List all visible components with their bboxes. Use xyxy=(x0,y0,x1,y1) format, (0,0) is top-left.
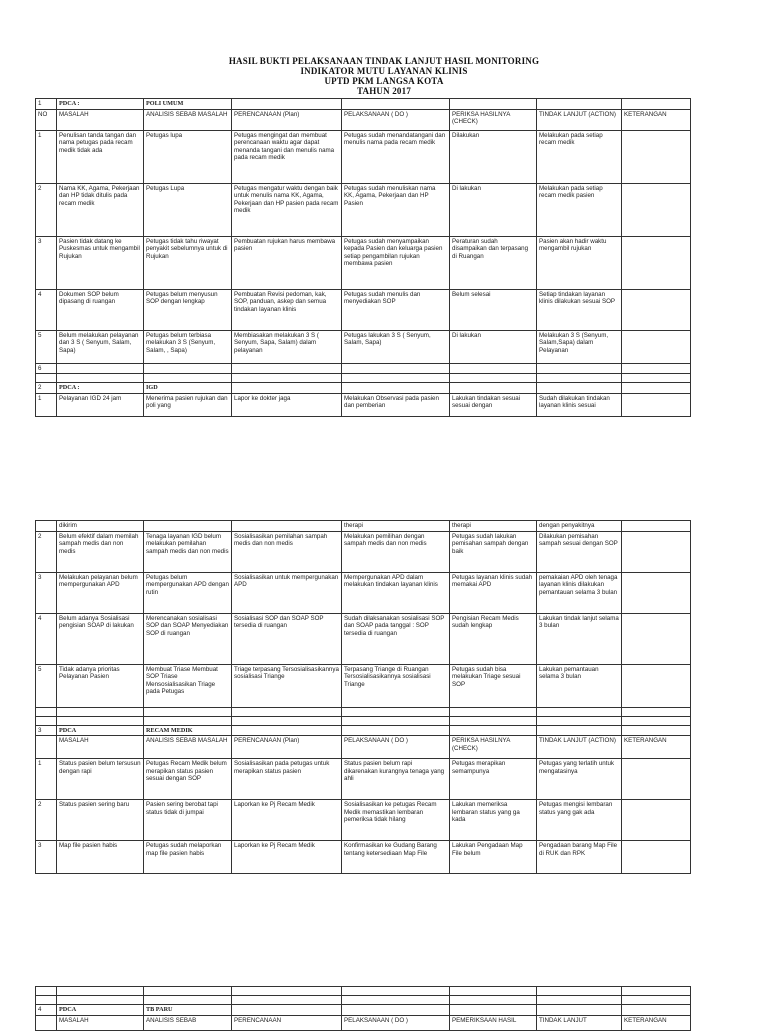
cell-tindak-lanjut xyxy=(537,1005,622,1016)
cell-masalah: PDCA xyxy=(57,1005,144,1016)
cell-tindak-lanjut: Sudah dilakukan tindakan layanan klinis sesuai xyxy=(537,393,622,416)
cell-periksa: Lakukan tindakan sesuai sesuai dengan xyxy=(450,393,537,416)
cell-masalah: Status pasien sering baru xyxy=(57,800,144,841)
cell-no: 1 xyxy=(36,99,57,110)
cell-no xyxy=(36,374,57,383)
cell-periksa xyxy=(450,716,537,725)
cell-keterangan xyxy=(622,1005,691,1016)
cell-periksa: PERIKSA HASILNYA (CHECK) xyxy=(450,736,537,759)
cell-masalah: MASALAH xyxy=(57,736,144,759)
section-row xyxy=(36,1005,691,1016)
table-row xyxy=(36,800,691,841)
table-row xyxy=(36,374,691,383)
cell-pelaksanaan xyxy=(342,1005,450,1016)
cell-masalah: Belum melakukan pelayanan dan 3 S ( Senyum, Salam, Sapa) xyxy=(57,330,144,363)
cell-keterangan xyxy=(622,759,691,800)
cell-perencanaan: Petugas mengingat dan membuat perencanaan waktu agar dapat menanda tangani dan menulis nama pada recam medik xyxy=(232,130,342,183)
cell-periksa: Petugas sudah lakukan pemisahan sampah dengan baik xyxy=(450,531,537,572)
cell-masalah: Nama KK, Agama, Pekerjaan dan HP tidak ditulis pada recam medik xyxy=(57,183,144,236)
cell-pelaksanaan xyxy=(342,996,450,1005)
cell-analisis: ANALISIS SEBAB MASALAH xyxy=(144,736,232,759)
cell-no xyxy=(36,1015,57,1030)
cell-periksa: Lakukan Pengadaan Map File belum xyxy=(450,841,537,874)
cell-perencanaan xyxy=(232,99,342,110)
cell-analisis: Petugas Recam Medik belum merapikan status pasien sesuai dengan SOP xyxy=(144,759,232,800)
cell-masalah: PDCA : xyxy=(57,99,144,110)
cell-masalah xyxy=(57,363,144,374)
cell-tindak-lanjut xyxy=(537,363,622,374)
cell-analisis xyxy=(144,716,232,725)
cell-periksa: Belum selesai xyxy=(450,289,537,330)
cell-periksa xyxy=(450,1005,537,1016)
cell-tindak-lanjut xyxy=(537,99,622,110)
cell-masalah: Pasien tidak datang ke Puskesmas untuk mengambil Rujukan xyxy=(57,236,144,289)
cell-masalah: Penulisan tanda tangan dan nama petugas pada recam medik tidak ada xyxy=(57,130,144,183)
table-row xyxy=(36,330,691,363)
cell-periksa xyxy=(450,707,537,716)
cell-keterangan: KETERANGAN xyxy=(622,1015,691,1030)
cell-no: 3 xyxy=(36,236,57,289)
cell-no xyxy=(36,521,57,532)
cell-no: 1 xyxy=(36,759,57,800)
cell-tindak-lanjut xyxy=(537,383,622,394)
cell-masalah: Status pasien belum tersusun dengan rapi xyxy=(57,759,144,800)
table-row xyxy=(36,841,691,874)
cell-perencanaan xyxy=(232,987,342,996)
cell-pelaksanaan: therapi xyxy=(342,521,450,532)
cell-tindak-lanjut: Dilakukan pemisahan sampah sesuai dengan SOP xyxy=(537,531,622,572)
cell-no: 3 xyxy=(36,725,57,736)
table-row xyxy=(36,613,691,664)
cell-analisis xyxy=(144,374,232,383)
cell-keterangan xyxy=(622,383,691,394)
section-row xyxy=(36,383,691,394)
cell-periksa xyxy=(450,987,537,996)
cell-masalah: dikirim xyxy=(57,521,144,532)
cell-perencanaan: Petugas mengatur waktu dengan baik untuk menulis nama KK, Agama, Pekerjaan dan HP pasien pada recam medik xyxy=(232,183,342,236)
cell-periksa: Pengisian Recam Medis sudah lengkap xyxy=(450,613,537,664)
cell-perencanaan: Triage terpasang Tersosialisasikannya sosialisasi Triange xyxy=(232,664,342,707)
cell-masalah: Belum efektif dalam memilah sampah medis dan non medis xyxy=(57,531,144,572)
cell-masalah: Map file pasien habis xyxy=(57,841,144,874)
table-row xyxy=(36,236,691,289)
cell-masalah: Belum adanya Sosialisasi pengisian SOAP di lakukan xyxy=(57,613,144,664)
cell-pelaksanaan: Petugas sudah menuliskan nama KK, Agama, Pekerjaan dan HP Pasien xyxy=(342,183,450,236)
cell-analisis xyxy=(144,987,232,996)
cell-analisis: ANALISIS SEBAB xyxy=(144,1015,232,1030)
cell-perencanaan: Pembuatan Revisi pedoman, kak, SOP, panduan, askep dan semua tindakan layanan klinis xyxy=(232,289,342,330)
title-line-2: INDIKATOR MUTU LAYANAN KLINIS xyxy=(300,66,468,76)
cell-keterangan xyxy=(622,707,691,716)
table-row xyxy=(36,707,691,716)
table-row xyxy=(36,130,691,183)
title-line-4: TAHUN 2017 xyxy=(356,86,412,96)
cell-tindak-lanjut xyxy=(537,996,622,1005)
cell-masalah xyxy=(57,716,144,725)
cell-masalah xyxy=(57,996,144,1005)
cell-periksa xyxy=(450,383,537,394)
table-row xyxy=(36,521,691,532)
header-row xyxy=(36,736,691,759)
section-row xyxy=(36,99,691,110)
cell-no: 5 xyxy=(36,330,57,363)
cell-no xyxy=(36,716,57,725)
cell-masalah: Tidak adanya prioritas Pelayanan Pasien xyxy=(57,664,144,707)
cell-analisis xyxy=(144,363,232,374)
cell-periksa: therapi xyxy=(450,521,537,532)
section-row xyxy=(36,725,691,736)
cell-periksa: PEMERIKSAAN HASIL xyxy=(450,1015,537,1030)
cell-perencanaan xyxy=(232,383,342,394)
cell-keterangan xyxy=(622,613,691,664)
monitoring-table-2 xyxy=(35,520,691,874)
cell-no: 5 xyxy=(36,664,57,707)
cell-pelaksanaan: Petugas lakukan 3 S ( Senyum, Salam, Sapa) xyxy=(342,330,450,363)
cell-tindak-lanjut: Lakukan tindak lanjut selama 3 bulan xyxy=(537,613,622,664)
table-row xyxy=(36,363,691,374)
cell-keterangan xyxy=(622,374,691,383)
cell-tindak-lanjut: TINDAK LANJUT xyxy=(537,1015,622,1030)
cell-pelaksanaan: Konfirmasikan ke Gudang Barang tentang ketersediaan Map File xyxy=(342,841,450,874)
cell-analisis: IGD xyxy=(144,383,232,394)
cell-no: 3 xyxy=(36,572,57,613)
cell-pelaksanaan: PELAKSANAAN ( DO ) xyxy=(342,736,450,759)
cell-analisis: Pasien sering berobat tapi status tidak di jumpai xyxy=(144,800,232,841)
cell-analisis: Petugas belum menyusun SOP dengan lengkap xyxy=(144,289,232,330)
cell-perencanaan xyxy=(232,363,342,374)
cell-perencanaan: Lapor ke dokter jaga xyxy=(232,393,342,416)
cell-periksa: Petugas merapikan semampunya xyxy=(450,759,537,800)
cell-pelaksanaan: Petugas sudah menulis dan menyediakan SOP xyxy=(342,289,450,330)
cell-analisis: Tenaga layanan IGD belum melakukan pemilahan sampah medis dan non medis xyxy=(144,531,232,572)
cell-keterangan: KETERANGAN xyxy=(622,109,691,130)
cell-pelaksanaan xyxy=(342,716,450,725)
cell-no: 4 xyxy=(36,289,57,330)
cell-keterangan xyxy=(622,987,691,996)
monitoring-table-1 xyxy=(35,98,691,417)
cell-masalah xyxy=(57,707,144,716)
cell-tindak-lanjut: Setiap tindakan layanan klinis dilakukan sesuai SOP xyxy=(537,289,622,330)
cell-perencanaan: Membiasakan melakukan 3 S ( Senyum, Sapa, Salam) dalam pelayanan xyxy=(232,330,342,363)
header-row xyxy=(36,109,691,130)
cell-perencanaan xyxy=(232,521,342,532)
cell-keterangan xyxy=(622,800,691,841)
cell-keterangan xyxy=(622,725,691,736)
cell-keterangan xyxy=(622,130,691,183)
cell-no: 1 xyxy=(36,130,57,183)
table-row xyxy=(36,996,691,1005)
cell-periksa: Di lakukan xyxy=(450,183,537,236)
cell-periksa: Petugas layanan klinis sudah memakai APD xyxy=(450,572,537,613)
cell-masalah: PDCA : xyxy=(57,383,144,394)
table-row xyxy=(36,716,691,725)
cell-analisis: Petugas belum mempergunakan APD dengan rutin xyxy=(144,572,232,613)
cell-tindak-lanjut: TINDAK LANJUT (ACTION) xyxy=(537,109,622,130)
cell-perencanaan xyxy=(232,1005,342,1016)
cell-pelaksanaan xyxy=(342,374,450,383)
cell-perencanaan: Sosialisasikan pada petugas untuk merapikan status pasien xyxy=(232,759,342,800)
table-row xyxy=(36,664,691,707)
cell-keterangan xyxy=(622,289,691,330)
cell-analisis: Merencanakan sosialisasi SOP dan SOAP Menyediakan SOP di ruangan xyxy=(144,613,232,664)
table-row xyxy=(36,183,691,236)
cell-keterangan xyxy=(622,330,691,363)
cell-analisis: Petugas tidak tahu riwayat penyakit sebelumnya untuk di Rujukan xyxy=(144,236,232,289)
cell-keterangan: KETERANGAN xyxy=(622,736,691,759)
cell-keterangan xyxy=(622,996,691,1005)
cell-pelaksanaan xyxy=(342,99,450,110)
cell-perencanaan xyxy=(232,725,342,736)
cell-keterangan xyxy=(622,183,691,236)
cell-periksa: Di lakukan xyxy=(450,330,537,363)
table-row xyxy=(36,987,691,996)
cell-pelaksanaan xyxy=(342,383,450,394)
cell-pelaksanaan xyxy=(342,363,450,374)
cell-tindak-lanjut xyxy=(537,987,622,996)
cell-perencanaan: Sosialisasi SOP dan SOAP SOP tersedia di ruangan xyxy=(232,613,342,664)
cell-pelaksanaan: Sosialisasikan ke petugas Recam Medik memastikan lembaran pemeriksa tidak hilang xyxy=(342,800,450,841)
cell-no: 1 xyxy=(36,393,57,416)
cell-perencanaan: PERENCANAAN xyxy=(232,1015,342,1030)
cell-perencanaan xyxy=(232,707,342,716)
cell-pelaksanaan: PELAKSANAAN ( DO ) xyxy=(342,109,450,130)
cell-tindak-lanjut: Lakukan pemantauan selama 3 bulan xyxy=(537,664,622,707)
cell-tindak-lanjut: pemakaian APD oleh tenaga layanan klinis dilakukan pemantauan selama 3 bulan xyxy=(537,572,622,613)
cell-perencanaan: Laporkan ke Pj Recam Medik xyxy=(232,841,342,874)
cell-perencanaan xyxy=(232,996,342,1005)
cell-analisis: Petugas lupa xyxy=(144,130,232,183)
table-row xyxy=(36,289,691,330)
cell-perencanaan xyxy=(232,716,342,725)
cell-analisis: Petugas sudah melaporkan map file pasien habis xyxy=(144,841,232,874)
cell-periksa: Peraturan sudah disampaikan dan terpasang di Ruangan xyxy=(450,236,537,289)
cell-keterangan xyxy=(622,236,691,289)
cell-analisis: Membuat Triase Membuat SOP Triase Mensosialisasikan Triage pada Petugas xyxy=(144,664,232,707)
cell-analisis xyxy=(144,996,232,1005)
cell-no: 2 xyxy=(36,183,57,236)
cell-perencanaan: PERENCANAAN (Plan) xyxy=(232,109,342,130)
cell-tindak-lanjut: Pasien akan hadir waktu mengambil rujukan xyxy=(537,236,622,289)
cell-no: 6 xyxy=(36,363,57,374)
cell-tindak-lanjut xyxy=(537,374,622,383)
cell-no xyxy=(36,996,57,1005)
cell-tindak-lanjut: Melakukan pada setiap recam medik pasien xyxy=(537,183,622,236)
cell-no xyxy=(36,707,57,716)
cell-pelaksanaan xyxy=(342,707,450,716)
title-line-3: UPTD PKM LANGSA KOTA xyxy=(324,76,444,86)
cell-keterangan xyxy=(622,99,691,110)
cell-no: 2 xyxy=(36,531,57,572)
cell-pelaksanaan: Mempergunakan APD dalam melakukan tindakan layanan klinis xyxy=(342,572,450,613)
cell-pelaksanaan: Petugas sudah menyampaikan kepada Pasien dan keluarga pasien setiap pengambilan rujukan membawa pasien xyxy=(342,236,450,289)
cell-periksa xyxy=(450,725,537,736)
header-row xyxy=(36,1015,691,1030)
cell-masalah xyxy=(57,374,144,383)
cell-periksa xyxy=(450,99,537,110)
title-line-1: HASIL BUKTI PELAKSANAAN TINDAK LANJUT HASIL MONITORING xyxy=(228,56,540,66)
cell-keterangan xyxy=(622,716,691,725)
cell-perencanaan: Pembuatan rujukan harus membawa pasien xyxy=(232,236,342,289)
cell-periksa xyxy=(450,374,537,383)
document-title xyxy=(0,56,768,96)
cell-periksa: PERIKSA HASILNYA (CHECK) xyxy=(450,109,537,130)
cell-no: 4 xyxy=(36,1005,57,1016)
cell-masalah: MASALAH xyxy=(57,109,144,130)
cell-pelaksanaan: Melakukan Observasi pada pasien dan pemberian xyxy=(342,393,450,416)
cell-analisis: ANALISIS SEBAB MASALAH xyxy=(144,109,232,130)
cell-pelaksanaan: Petugas sudah menandatangani dan menulis nama pada recam medik xyxy=(342,130,450,183)
cell-analisis: POLI UMUM xyxy=(144,99,232,110)
cell-tindak-lanjut: TINDAK LANJUT (ACTION) xyxy=(537,736,622,759)
cell-periksa xyxy=(450,996,537,1005)
cell-masalah: MASALAH xyxy=(57,1015,144,1030)
cell-perencanaan: Laporkan ke Pj Recam Medik xyxy=(232,800,342,841)
cell-pelaksanaan: Sudah dilaksanakan sosialisasi SOP dan SOAP pada tanggal : SOP tersedia di ruangan xyxy=(342,613,450,664)
cell-perencanaan xyxy=(232,374,342,383)
cell-periksa xyxy=(450,363,537,374)
cell-tindak-lanjut xyxy=(537,707,622,716)
cell-pelaksanaan xyxy=(342,725,450,736)
cell-no: 2 xyxy=(36,800,57,841)
cell-perencanaan: PERENCANAAN (Plan) xyxy=(232,736,342,759)
table-row xyxy=(36,393,691,416)
cell-masalah xyxy=(57,987,144,996)
cell-pelaksanaan: Melakukan pemilihan dengan sampah medis dan non medis xyxy=(342,531,450,572)
cell-pelaksanaan: Status pasien belum rapi dikarenakan kurangnya tenaga yang ahli xyxy=(342,759,450,800)
cell-analisis: Petugas Lupa xyxy=(144,183,232,236)
cell-masalah: Dokumen SOP belum dipasang di ruangan xyxy=(57,289,144,330)
cell-tindak-lanjut: dengan penyakitnya xyxy=(537,521,622,532)
cell-analisis xyxy=(144,707,232,716)
cell-no xyxy=(36,736,57,759)
cell-pelaksanaan xyxy=(342,987,450,996)
cell-analisis: Menerima pasien rujukan dan poli yang xyxy=(144,393,232,416)
cell-analisis: TB PARU xyxy=(144,1005,232,1016)
cell-no xyxy=(36,987,57,996)
cell-masalah: PDCA xyxy=(57,725,144,736)
cell-pelaksanaan: Terpasang Triange di Ruangan Tersosialisasikannya sosialisasi Triange xyxy=(342,664,450,707)
cell-no: 4 xyxy=(36,613,57,664)
cell-keterangan xyxy=(622,531,691,572)
table-row xyxy=(36,531,691,572)
cell-tindak-lanjut xyxy=(537,725,622,736)
cell-tindak-lanjut: Pengadaan barang Map File di RUK dan RPK xyxy=(537,841,622,874)
table-row xyxy=(36,759,691,800)
cell-tindak-lanjut: Melakukan 3 S (Senyum, Salam,Sapa) dalam Pelayanan xyxy=(537,330,622,363)
cell-keterangan xyxy=(622,521,691,532)
table-row xyxy=(36,572,691,613)
cell-no: 3 xyxy=(36,841,57,874)
cell-keterangan xyxy=(622,363,691,374)
cell-periksa: Petugas sudah bisa melakukan Triage sesuai SOP xyxy=(450,664,537,707)
cell-tindak-lanjut: Melakukan pada setiap recam medik xyxy=(537,130,622,183)
cell-analisis: RECAM MEDIK xyxy=(144,725,232,736)
cell-analisis: Petugas belum terbiasa melakukan 3 S (Senyum, Salam, , Sapa) xyxy=(144,330,232,363)
cell-no: 2 xyxy=(36,383,57,394)
cell-tindak-lanjut: Petugas mengisi lembaran status yang gak ada xyxy=(537,800,622,841)
cell-keterangan xyxy=(622,664,691,707)
cell-analisis xyxy=(144,521,232,532)
cell-tindak-lanjut xyxy=(537,716,622,725)
cell-perencanaan: Sosialisasikan untuk mempergunakan APD xyxy=(232,572,342,613)
cell-masalah: Pelayanan IGD 24 jam xyxy=(57,393,144,416)
cell-keterangan xyxy=(622,841,691,874)
cell-masalah: Melakukan pelayanan belum mempergunakan APD xyxy=(57,572,144,613)
cell-periksa: Lakukan memeriksa lembaran status yang ga kada xyxy=(450,800,537,841)
cell-pelaksanaan: PELAKSANAAN ( DO ) xyxy=(342,1015,450,1030)
cell-periksa: Dilakukan xyxy=(450,130,537,183)
cell-keterangan xyxy=(622,572,691,613)
cell-perencanaan: Sosialisasikan pemilahan sampah medis dan non medis xyxy=(232,531,342,572)
cell-no: NO xyxy=(36,109,57,130)
cell-keterangan xyxy=(622,393,691,416)
cell-tindak-lanjut: Petugas yang terlatih untuk mengatasinya xyxy=(537,759,622,800)
